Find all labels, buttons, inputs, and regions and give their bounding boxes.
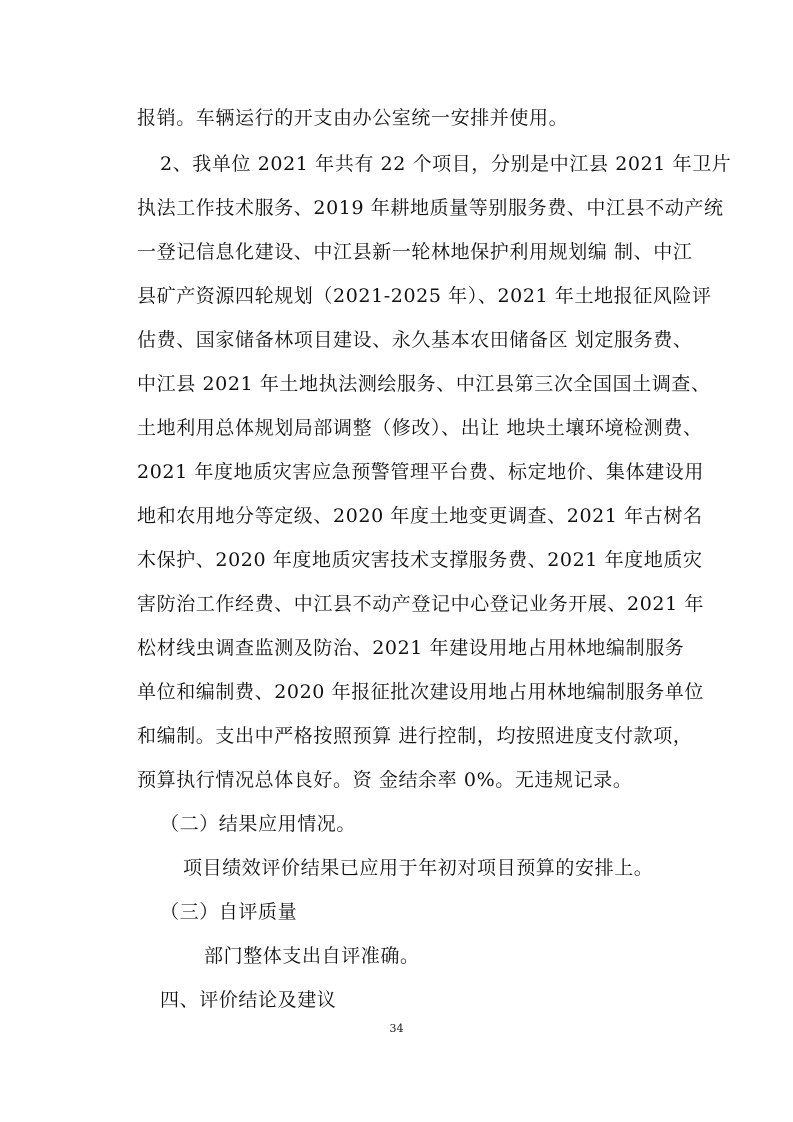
text-line: 木保护、2020 年度地质灾害技术支撑服务费、2021 年度地质灾 xyxy=(137,549,703,571)
text-line: 2021 年度地质灾害应急预警管理平台费、标定地价、集体建设用 xyxy=(137,461,704,483)
text-line: 土地利用总体规划局部调整（修改）、出让 地块土壤环境检测费、 xyxy=(137,417,703,439)
section-heading: （三）自评质量 xyxy=(160,901,298,923)
text-line: 预算执行情况总体良好。资 金结余率 0%。无违规记录。 xyxy=(137,769,633,791)
text-line: 中江县 2021 年土地执法测绘服务、中江县第三次全国国土调查、 xyxy=(137,373,711,395)
section-heading: 四、评价结论及建议 xyxy=(160,989,337,1011)
text-line: 部门整体支出自评准确。 xyxy=(204,945,420,967)
text-line: 松材线虫调查监测及防治、2021 年建设用地占用林地编制服务 xyxy=(137,637,685,659)
text-line: 执法工作技术服务、2019 年耕地质量等别服务费、中江县不动产统 xyxy=(137,197,724,219)
text-line: 地和农用地分等定级、2020 年度土地变更调查、2021 年古树名 xyxy=(137,505,703,527)
text-line: 报销。车辆运行的开支由办公室统一安排并使用。 xyxy=(137,107,569,129)
text-line: 项目绩效评价结果已应用于年初对项目预算的安排上。 xyxy=(183,857,654,879)
page-number: 34 xyxy=(389,1022,404,1035)
text-line: 2、我单位 2021 年共有 22 个项目，分别是中江县 2021 年卫片 xyxy=(160,153,732,175)
text-line: 单位和编制费、2020 年报征批次建设用地占用林地编制服务单位 xyxy=(137,681,704,703)
section-heading: （二）结果应用情况。 xyxy=(160,813,357,835)
text-line: 估费、国家储备林项目建设、永久基本农田储备区 划定服务费、 xyxy=(137,329,693,351)
text-line: 和编制。支出中严格按照预算 进行控制，均按照进度支付款项， xyxy=(137,725,693,747)
text-line: 一登记信息化建设、中江县新一轮林地保护利用规划编 制、中江 xyxy=(137,241,693,263)
text-line: 害防治工作经费、中江县不动产登记中心登记业务开展、2021 年 xyxy=(137,593,704,615)
text-line: 县矿产资源四轮规划（2021-2025 年）、2021 年土地报征风险评 xyxy=(137,285,712,307)
